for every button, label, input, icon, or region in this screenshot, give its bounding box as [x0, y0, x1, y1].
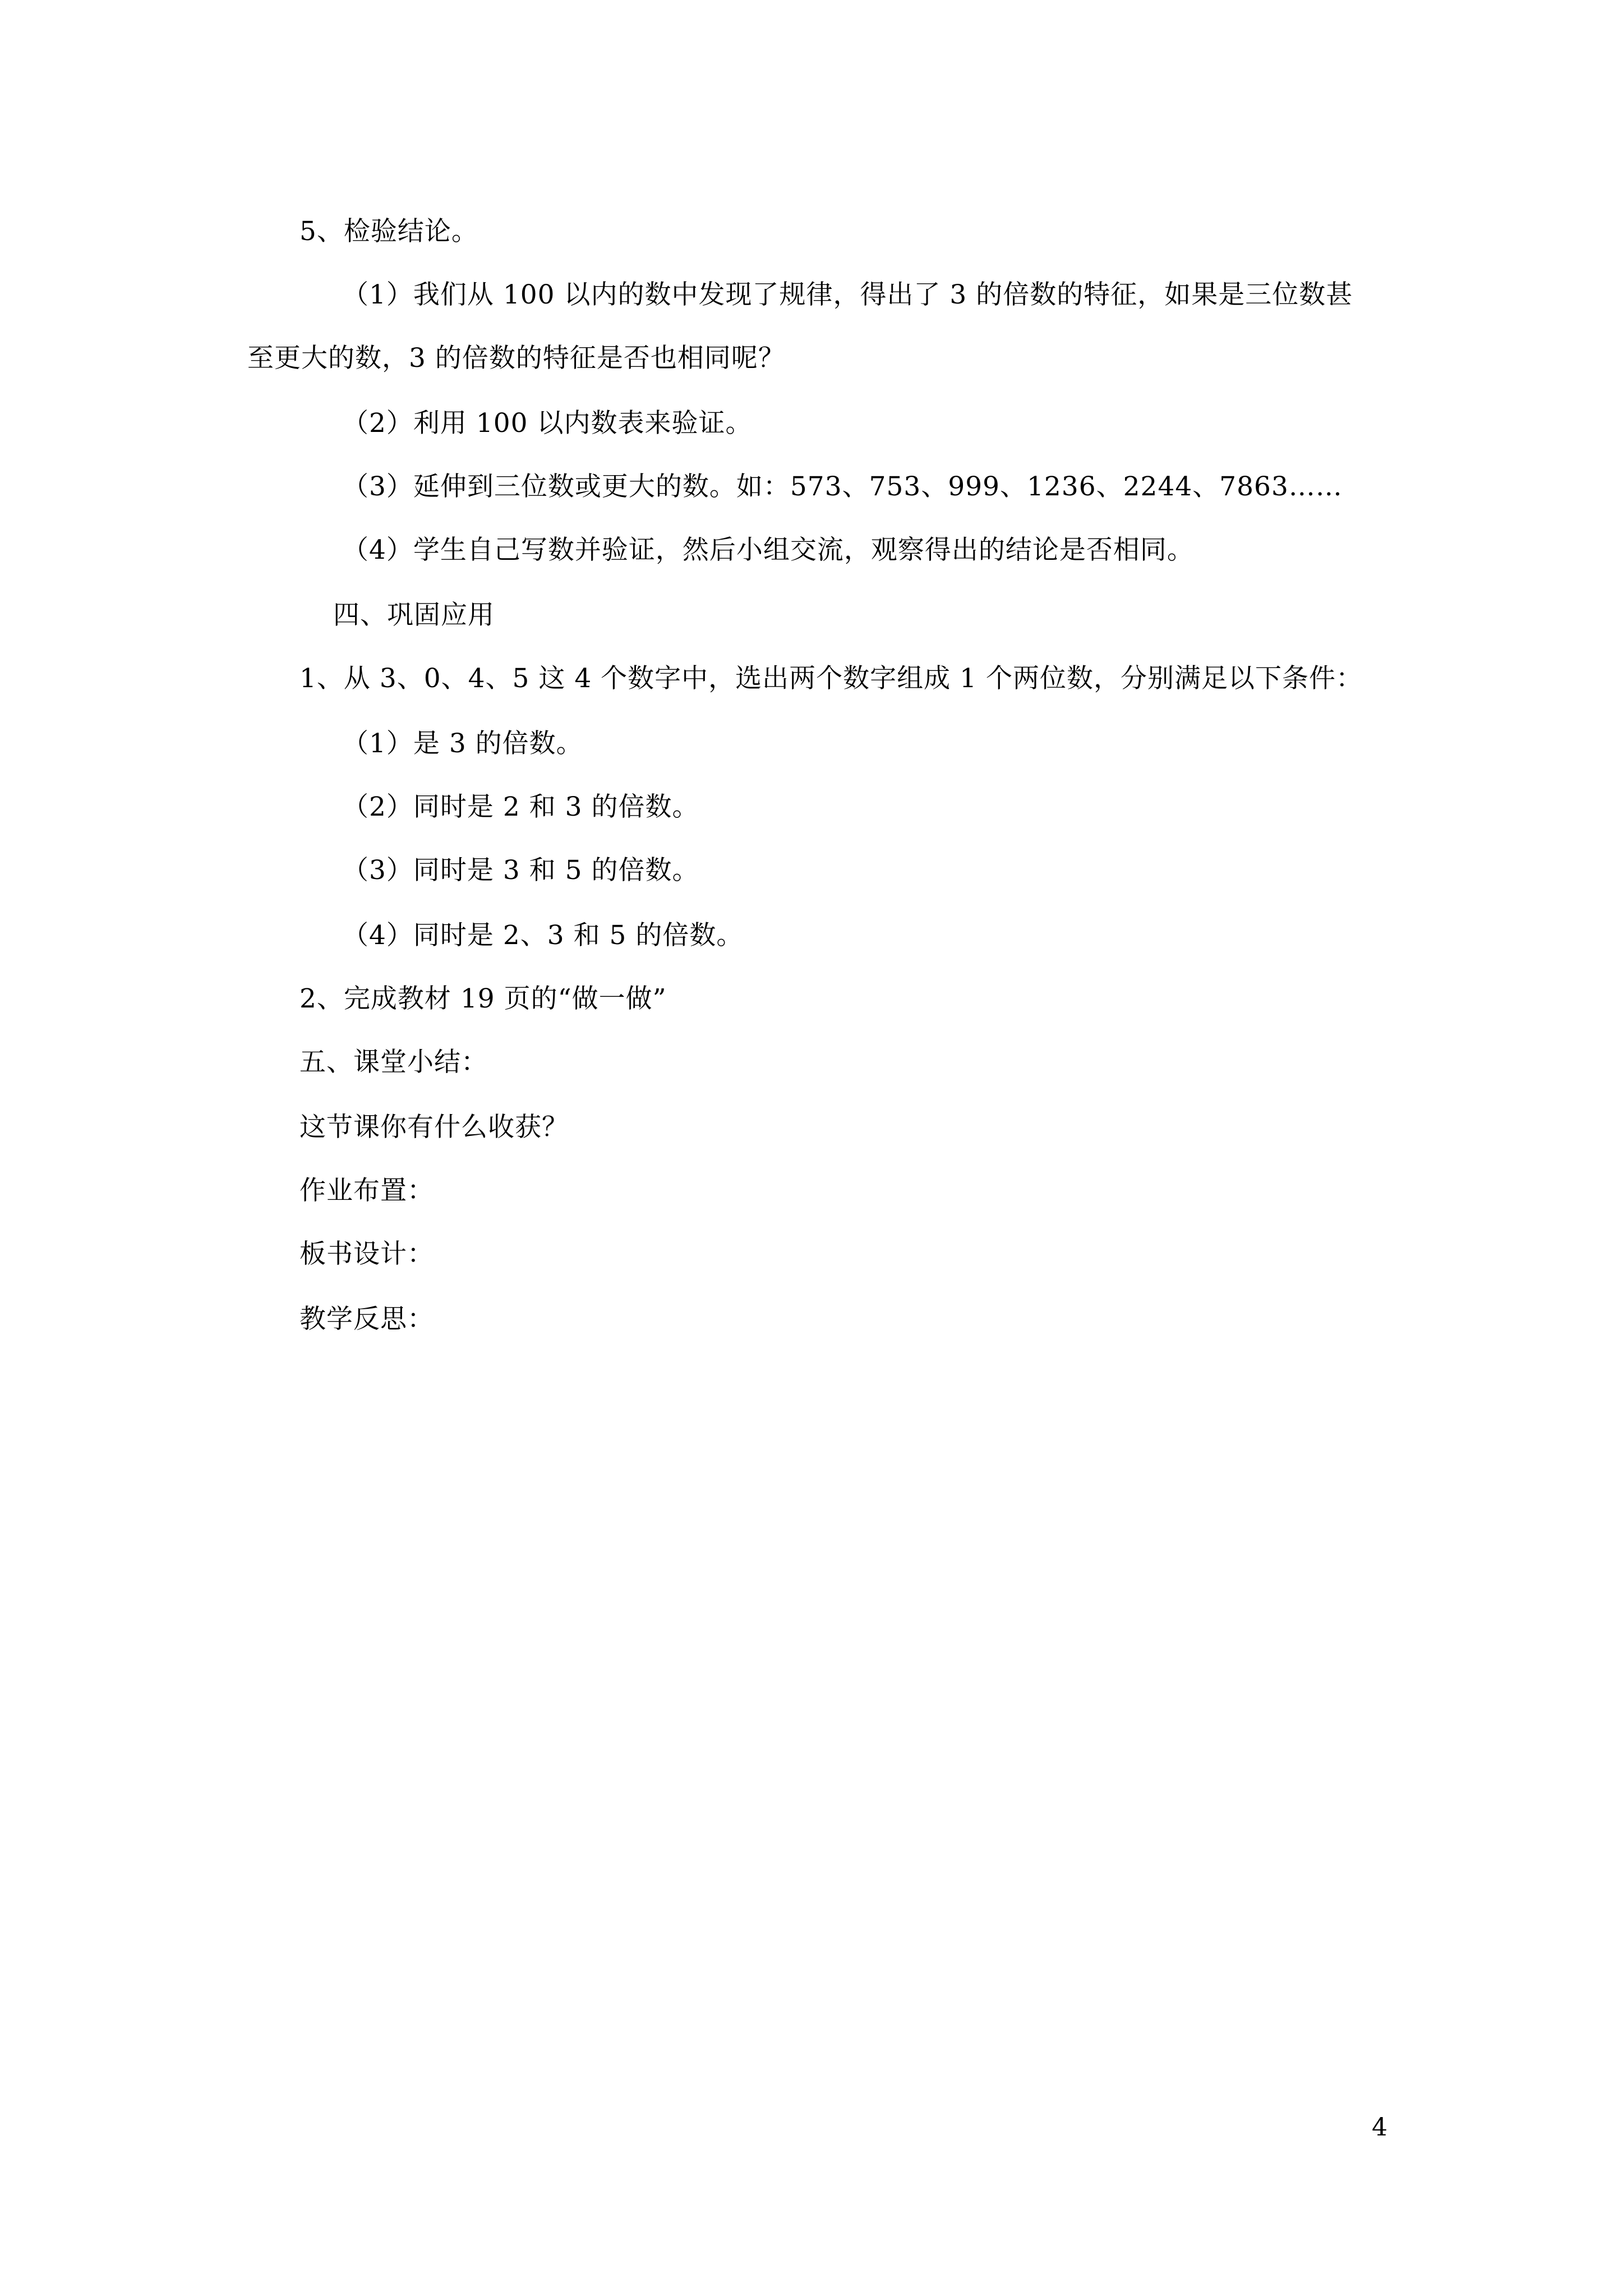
paragraph-line: （2）利用 100 以内数表来验证。	[342, 408, 753, 439]
homework-label: 作业布置：	[299, 1175, 434, 1206]
page-number: 4	[1372, 2113, 1387, 2142]
paragraph-line: 1、从 3、0、4、5 这 4 个数字中，选出两个数字组成 1 个两位数，分别满足以下条件：	[299, 663, 1363, 694]
paragraph-line: （4）学生自己写数并验证，然后小组交流，观察得出的结论是否相同。	[342, 535, 1194, 565]
teaching-reflection-label: 教学反思：	[299, 1304, 434, 1335]
section-heading-verify-conclusion: 5、检验结论。	[299, 216, 478, 247]
list-item: （1）是 3 的倍数。	[342, 728, 583, 759]
paragraph-line: 这节课你有什么收获？	[299, 1112, 569, 1143]
section-heading-consolidate: 四、巩固应用	[333, 600, 495, 631]
list-item: （2）同时是 2 和 3 的倍数。	[342, 792, 699, 822]
paragraph-line: （1）我们从 100 以内的数中发现了规律，得出了 3 的倍数的特征，如果是三位数甚	[342, 279, 1353, 310]
section-heading-summary: 五、课堂小结：	[299, 1047, 488, 1078]
paragraph-line: （3）延伸到三位数或更大的数。如：573、753、999、1236、2244、7863……	[342, 471, 1343, 502]
list-item: （3）同时是 3 和 5 的倍数。	[342, 855, 699, 886]
paragraph-line: 2、完成教材 19 页的“做一做”	[299, 983, 667, 1014]
paragraph-line: 至更大的数，3 的倍数的特征是否也相同呢？	[247, 343, 785, 374]
list-item: （4）同时是 2、3 和 5 的倍数。	[342, 920, 744, 951]
board-design-label: 板书设计：	[299, 1239, 434, 1269]
